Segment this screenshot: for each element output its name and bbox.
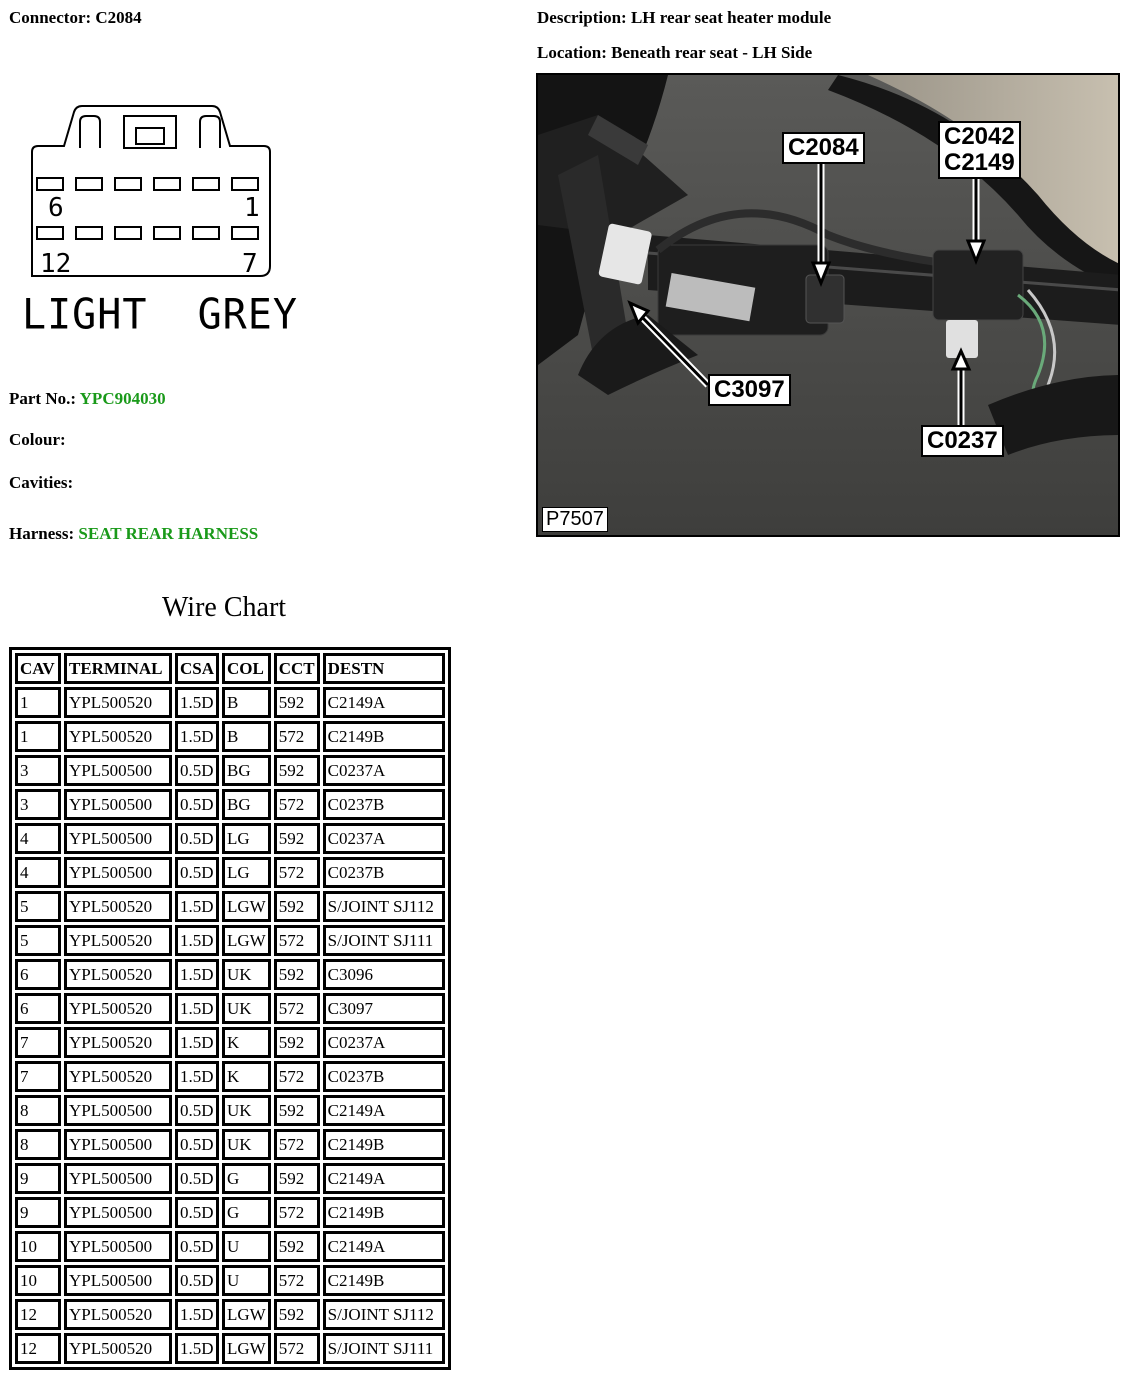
- cell-cav: 4: [15, 823, 61, 854]
- cell-cct: 592: [274, 959, 320, 990]
- cell-destn: C2149A: [323, 687, 445, 718]
- cell-csa: 1.5D: [175, 925, 219, 956]
- callout-c3097: C3097: [708, 374, 791, 406]
- cell-terminal: YPL500520: [64, 925, 172, 956]
- cavities-field: [9, 473, 73, 493]
- cell-cct: 572: [274, 1129, 320, 1160]
- pin-label-7: 7: [242, 249, 258, 279]
- cell-cav: 9: [15, 1163, 61, 1194]
- table-header-row: [15, 653, 445, 684]
- header-cct: CCT: [274, 653, 320, 684]
- cell-cav: 8: [15, 1095, 61, 1126]
- cell-col: BG: [222, 755, 271, 786]
- cell-destn: C2149A: [323, 1095, 445, 1126]
- header-terminal: TERMINAL: [64, 653, 172, 684]
- cell-cav: 5: [15, 891, 61, 922]
- cell-csa: 0.5D: [175, 755, 219, 786]
- cell-terminal: YPL500500: [64, 1129, 172, 1160]
- cell-csa: 0.5D: [175, 857, 219, 888]
- cell-terminal: YPL500520: [64, 1061, 172, 1092]
- cell-destn: C3096: [323, 959, 445, 990]
- cell-destn: C2149B: [323, 1197, 445, 1228]
- cell-csa: 1.5D: [175, 721, 219, 752]
- cell-col: B: [222, 721, 271, 752]
- header-csa: CSA: [175, 653, 219, 684]
- part-number-label: Part No.:: [9, 389, 77, 408]
- cell-terminal: YPL500520: [64, 1299, 172, 1330]
- cell-cav: 4: [15, 857, 61, 888]
- cell-destn: C0237A: [323, 823, 445, 854]
- cell-cct: 572: [274, 1265, 320, 1296]
- cell-col: BG: [222, 789, 271, 820]
- colour-field: [9, 430, 66, 450]
- wire-chart-title: Wire Chart: [162, 592, 287, 623]
- cell-terminal: YPL500520: [64, 1333, 172, 1364]
- harness-field: [9, 524, 258, 544]
- callout-c2042: C2042: [944, 123, 1015, 150]
- cell-col: B: [222, 687, 271, 718]
- pin-label-6: 6: [48, 193, 64, 223]
- cell-cct: 572: [274, 721, 320, 752]
- wire-chart-body: [15, 687, 445, 1364]
- table-row: [15, 721, 445, 752]
- callout-c2149: C2149: [944, 149, 1015, 176]
- cell-terminal: YPL500520: [64, 687, 172, 718]
- cell-terminal: YPL500500: [64, 823, 172, 854]
- part-number-link[interactable]: YPC904030: [79, 389, 166, 408]
- cell-cct: 572: [274, 993, 320, 1024]
- cell-cav: 12: [15, 1333, 61, 1364]
- cell-col: G: [222, 1197, 271, 1228]
- cell-cav: 12: [15, 1299, 61, 1330]
- cell-destn: C0237B: [323, 789, 445, 820]
- part-number-field: [9, 389, 166, 409]
- cell-terminal: YPL500500: [64, 1231, 172, 1262]
- table-row: [15, 857, 445, 888]
- cell-destn: C2149B: [323, 1129, 445, 1160]
- location-label: Location:: [537, 43, 607, 62]
- cell-csa: 1.5D: [175, 891, 219, 922]
- photo-reference: P7507: [542, 507, 608, 532]
- cell-destn: C0237A: [323, 1027, 445, 1058]
- cell-cav: 7: [15, 1061, 61, 1092]
- cell-cct: 572: [274, 1333, 320, 1364]
- cell-col: UK: [222, 993, 271, 1024]
- cell-cct: 592: [274, 1231, 320, 1262]
- cell-cct: 572: [274, 1061, 320, 1092]
- connector-colour-label: LIGHT GREY: [22, 290, 298, 340]
- cell-csa: 1.5D: [175, 1027, 219, 1058]
- cell-col: K: [222, 1027, 271, 1058]
- cell-cct: 592: [274, 687, 320, 718]
- cell-destn: S/JOINT SJ111: [323, 925, 445, 956]
- cell-col: G: [222, 1163, 271, 1194]
- cell-cct: 592: [274, 823, 320, 854]
- cell-cav: 3: [15, 789, 61, 820]
- location-field: [537, 43, 812, 63]
- table-row: [15, 925, 445, 956]
- pin-label-12: 12: [40, 249, 72, 279]
- cell-destn: C2149A: [323, 1231, 445, 1262]
- cell-terminal: YPL500500: [64, 1265, 172, 1296]
- table-row: [15, 789, 445, 820]
- cell-csa: 0.5D: [175, 1129, 219, 1160]
- cell-cav: 6: [15, 993, 61, 1024]
- cell-col: LG: [222, 823, 271, 854]
- cell-terminal: YPL500520: [64, 721, 172, 752]
- cell-col: UK: [222, 1129, 271, 1160]
- table-row: [15, 1333, 445, 1364]
- cell-cct: 572: [274, 925, 320, 956]
- table-row: [15, 1299, 445, 1330]
- cell-terminal: YPL500520: [64, 993, 172, 1024]
- callout-c2042-c2149: [938, 121, 1021, 179]
- cell-destn: C0237B: [323, 857, 445, 888]
- cell-col: LGW: [222, 1299, 271, 1330]
- cell-cct: 592: [274, 755, 320, 786]
- cell-destn: S/JOINT SJ112: [323, 891, 445, 922]
- table-row: [15, 993, 445, 1024]
- table-row: [15, 755, 445, 786]
- table-row: [15, 1197, 445, 1228]
- cell-csa: 1.5D: [175, 1299, 219, 1330]
- cell-cav: 6: [15, 959, 61, 990]
- cell-terminal: YPL500500: [64, 789, 172, 820]
- colour-label: Colour:: [9, 430, 66, 449]
- cell-col: LGW: [222, 925, 271, 956]
- cell-col: U: [222, 1231, 271, 1262]
- cell-csa: 0.5D: [175, 1231, 219, 1262]
- cell-col: LG: [222, 857, 271, 888]
- table-row: [15, 959, 445, 990]
- cell-terminal: YPL500500: [64, 755, 172, 786]
- cell-destn: C0237A: [323, 755, 445, 786]
- cell-cav: 7: [15, 1027, 61, 1058]
- cell-csa: 0.5D: [175, 1163, 219, 1194]
- cell-cct: 592: [274, 1299, 320, 1330]
- cell-csa: 1.5D: [175, 687, 219, 718]
- cell-destn: S/JOINT SJ112: [323, 1299, 445, 1330]
- table-row: [15, 1129, 445, 1160]
- cell-csa: 0.5D: [175, 789, 219, 820]
- cell-cav: 1: [15, 721, 61, 752]
- wire-chart-table: [9, 647, 451, 1370]
- cell-col: LGW: [222, 891, 271, 922]
- cell-col: K: [222, 1061, 271, 1092]
- description-label: Description:: [537, 8, 627, 27]
- harness-link[interactable]: SEAT REAR HARNESS: [78, 524, 259, 543]
- cell-cct: 592: [274, 1027, 320, 1058]
- cell-cav: 9: [15, 1197, 61, 1228]
- header-col: COL: [222, 653, 271, 684]
- pin-label-1: 1: [244, 193, 260, 223]
- cell-csa: 1.5D: [175, 993, 219, 1024]
- connector-value: C2084: [95, 8, 142, 27]
- callout-c2084: C2084: [782, 132, 865, 164]
- cell-cav: 10: [15, 1265, 61, 1296]
- description-field: [537, 8, 831, 28]
- table-row: [15, 1265, 445, 1296]
- cell-csa: 0.5D: [175, 1095, 219, 1126]
- table-row: [15, 687, 445, 718]
- cell-cct: 592: [274, 1163, 320, 1194]
- cell-terminal: YPL500520: [64, 959, 172, 990]
- cell-cav: 3: [15, 755, 61, 786]
- table-row: [15, 1231, 445, 1262]
- cell-destn: C2149B: [323, 721, 445, 752]
- cell-col: U: [222, 1265, 271, 1296]
- table-row: [15, 1163, 445, 1194]
- cell-cct: 572: [274, 857, 320, 888]
- table-row: [15, 1027, 445, 1058]
- cell-cct: 572: [274, 789, 320, 820]
- cell-cav: 10: [15, 1231, 61, 1262]
- cell-terminal: YPL500500: [64, 1163, 172, 1194]
- cell-destn: C2149B: [323, 1265, 445, 1296]
- cell-cct: 592: [274, 891, 320, 922]
- cell-col: UK: [222, 959, 271, 990]
- table-row: [15, 1095, 445, 1126]
- cavities-label: Cavities:: [9, 473, 74, 492]
- cell-destn: C0237B: [323, 1061, 445, 1092]
- cell-terminal: YPL500520: [64, 1027, 172, 1058]
- cell-destn: C3097: [323, 993, 445, 1024]
- cell-terminal: YPL500500: [64, 1095, 172, 1126]
- connector-field: [9, 8, 142, 28]
- cell-cav: 5: [15, 925, 61, 956]
- cell-terminal: YPL500520: [64, 891, 172, 922]
- connector-label: Connector:: [9, 8, 92, 27]
- location-photo: [536, 73, 1120, 537]
- description-value: LH rear seat heater module: [630, 8, 832, 27]
- cell-cct: 592: [274, 1095, 320, 1126]
- cell-cct: 572: [274, 1197, 320, 1228]
- cell-col: LGW: [222, 1333, 271, 1364]
- harness-label: Harness:: [9, 524, 75, 543]
- cell-terminal: YPL500500: [64, 1197, 172, 1228]
- cell-csa: 0.5D: [175, 823, 219, 854]
- cell-col: UK: [222, 1095, 271, 1126]
- cell-destn: C2149A: [323, 1163, 445, 1194]
- location-value: Beneath rear seat - LH Side: [611, 43, 813, 62]
- cell-csa: 1.5D: [175, 1333, 219, 1364]
- cell-csa: 0.5D: [175, 1197, 219, 1228]
- callout-c0237: C0237: [921, 425, 1004, 457]
- cell-destn: S/JOINT SJ111: [323, 1333, 445, 1364]
- cell-csa: 0.5D: [175, 1265, 219, 1296]
- header-cav: CAV: [15, 653, 61, 684]
- table-row: [15, 823, 445, 854]
- cell-terminal: YPL500500: [64, 857, 172, 888]
- cell-cav: 8: [15, 1129, 61, 1160]
- cell-cav: 1: [15, 687, 61, 718]
- cell-csa: 1.5D: [175, 1061, 219, 1092]
- header-destn: DESTN: [323, 653, 445, 684]
- table-row: [15, 1061, 445, 1092]
- cell-csa: 1.5D: [175, 959, 219, 990]
- table-row: [15, 891, 445, 922]
